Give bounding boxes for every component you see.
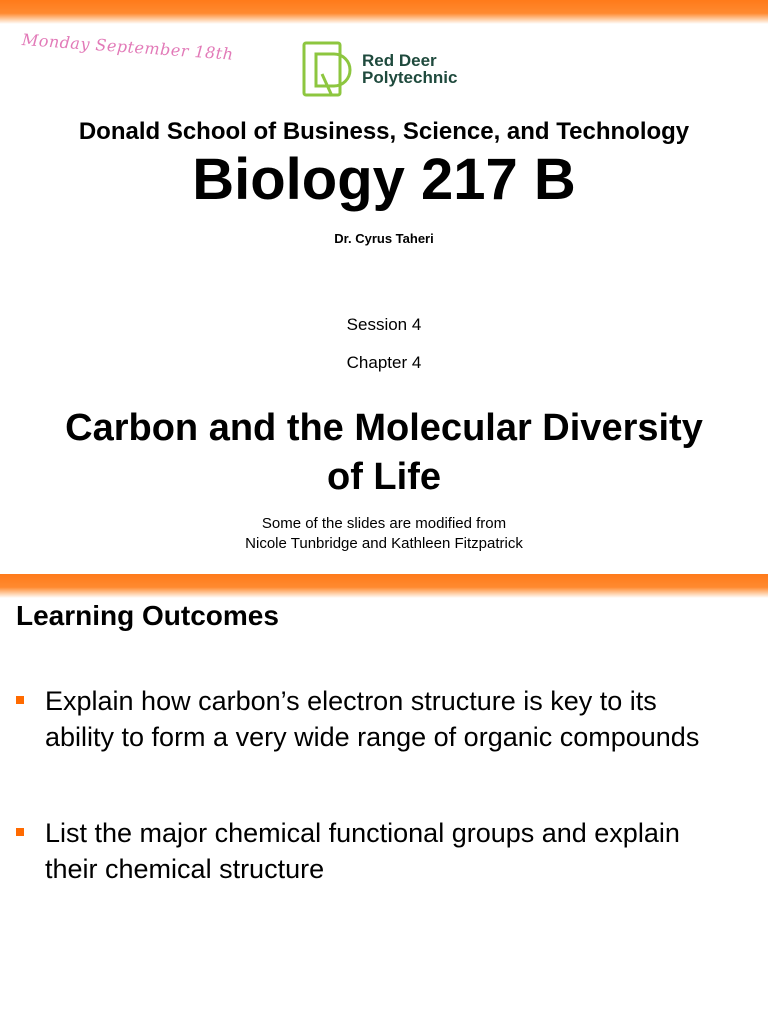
session-label: Session 4 xyxy=(346,315,422,334)
rd-logo-icon xyxy=(300,40,356,100)
chapter-title-line-2: of Life xyxy=(327,456,441,498)
logo-line-1: Red Deer xyxy=(362,51,437,70)
square-bullet-icon xyxy=(16,828,24,836)
logo-line-2: Polytechnic xyxy=(362,68,458,87)
chapter-label: Chapter 4 xyxy=(346,353,422,372)
logo-wordmark xyxy=(362,52,457,86)
section-divider-bar xyxy=(0,574,768,598)
top-accent-bar xyxy=(0,0,768,24)
square-bullet-icon xyxy=(16,696,24,704)
chapter-title-line-1: Carbon and the Molecular Diversity xyxy=(65,407,703,449)
instructor-name: Dr. Cyrus Taheri xyxy=(334,231,434,246)
list-item-text: List the major chemical functional groups and explain their chemical structure xyxy=(45,818,680,884)
learning-outcomes-heading: Learning Outcomes xyxy=(16,600,279,631)
course-title: Biology 217 B xyxy=(192,147,576,212)
handwritten-date-note: Monday September 18th xyxy=(21,30,235,64)
list-item xyxy=(16,683,736,755)
red-deer-polytechnic-logo xyxy=(300,40,480,100)
credit-line-2: Nicole Tunbridge and Kathleen Fitzpatrick xyxy=(245,535,523,552)
credit-line-1: Some of the slides are modified from xyxy=(261,515,507,532)
list-item xyxy=(16,815,736,887)
list-item-text: Explain how carbon’s electron structure is key to its ability to form a very wide range of organic compounds xyxy=(45,686,700,752)
school-name: Donald School of Business, Science, and Technology xyxy=(78,118,690,145)
chapter-title xyxy=(0,404,768,502)
